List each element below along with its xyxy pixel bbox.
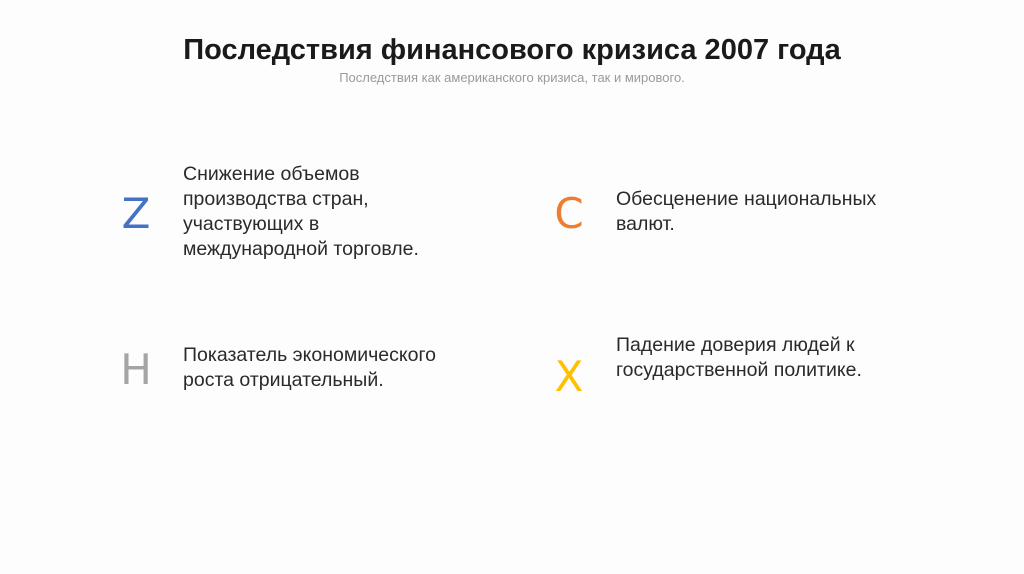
page-title: Последствия финансового кризиса 2007 года: [183, 34, 841, 66]
page-subtitle: Последствия как американского кризиса, так и мирового.: [339, 70, 685, 85]
z-letter-icon: Z: [121, 189, 151, 238]
h-letter-icon: H: [120, 345, 152, 394]
c-letter-icon: C: [554, 189, 584, 238]
item-2-text: Обесценение национальных валют.: [616, 188, 877, 235]
item-4-text: Падение доверия людей к государственной политике.: [616, 334, 862, 381]
x-letter-icon: X: [554, 352, 584, 401]
item-1-text: Снижение объемов производства стран, участвующих в международной торговле.: [183, 163, 419, 260]
item-3-text: Показатель экономического роста отрицательный.: [183, 344, 437, 391]
